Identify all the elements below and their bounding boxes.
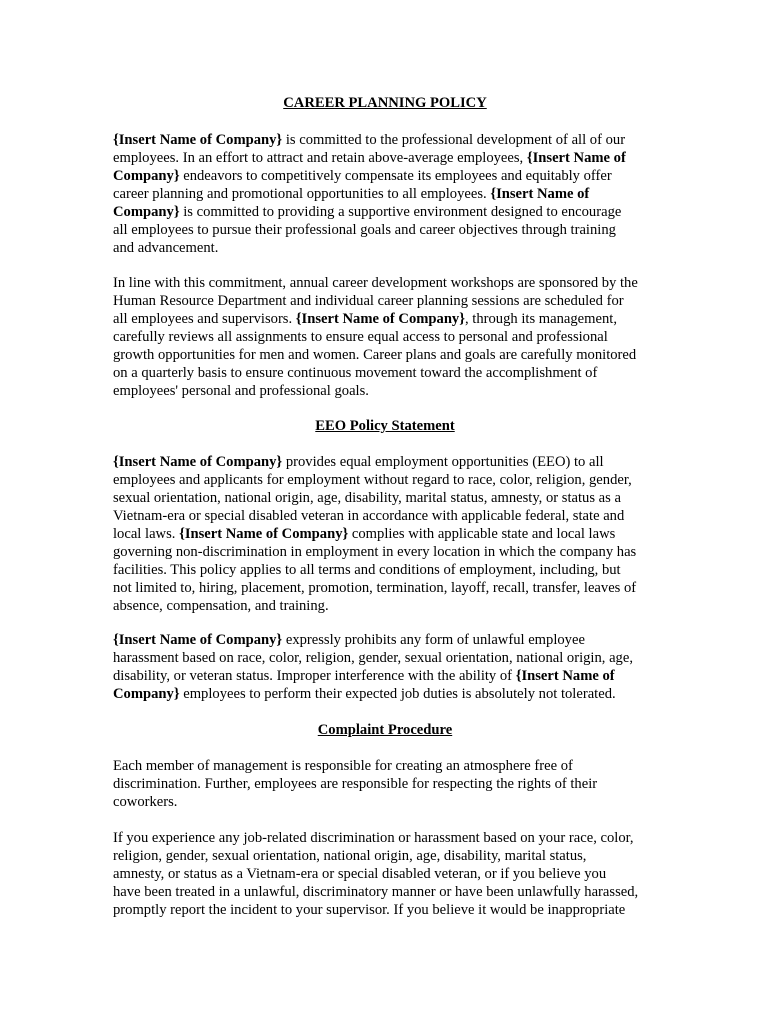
- text-line: [113, 757, 573, 775]
- text-run: religion, gender, sexual orientation, national origin, age, disability, marital status,: [113, 848, 587, 864]
- text-run: coworkers.: [113, 794, 178, 810]
- text-run: expressly prohibits any form of unlawful employee: [282, 632, 585, 648]
- company-name-placeholder: Company}: [113, 168, 180, 184]
- text-run: growth opportunities for men and women. Career plans and goals are carefully monitored: [113, 347, 637, 363]
- text-run: is committed to providing a supportive environment designed to encourage: [179, 204, 622, 220]
- text-line: [113, 543, 636, 561]
- text-run: Each member of management is responsible for creating an atmosphere free of: [113, 758, 573, 774]
- text-run: have been treated in a unlawful, discriminatory manner or have been unlawfully harassed,: [113, 884, 639, 900]
- text-run: all employees and supervisors.: [113, 311, 296, 327]
- text-line: [113, 525, 615, 543]
- text-line: [113, 364, 597, 382]
- text-run: discrimination. Further, employees are responsible for respecting the rights of their: [113, 776, 598, 792]
- text-line: [113, 274, 638, 292]
- text-line: [113, 292, 624, 310]
- text-line: [113, 631, 585, 649]
- company-name-placeholder: {Insert Name of Company}: [113, 132, 283, 148]
- text-run: amnesty, or status as a Vietnam-era or special disabled veteran, or if you believe you: [113, 866, 607, 882]
- text-run: all employees to pursue their professional goals and career objectives through training: [113, 222, 616, 238]
- text-run: sexual orientation, national origin, age, disability, marital status, amnesty, or status as a: [113, 490, 621, 506]
- text-line: [113, 453, 604, 471]
- text-run: employees' personal and professional goals.: [113, 383, 369, 399]
- text-run: If you experience any job-related discrimination or harassment based on your race, color,: [113, 830, 634, 846]
- text-run: employees to perform their expected job duties is absolutely not tolerated.: [179, 686, 616, 702]
- text-line: [113, 685, 616, 703]
- text-line: [113, 775, 597, 793]
- text-run: In line with this commitment, annual career development workshops are sponsored by the: [113, 275, 638, 291]
- text-run: Human Resource Department and individual career planning sessions are scheduled for: [113, 293, 624, 309]
- text-run: not limited to, hiring, placement, promotion, termination, layoff, recall, transfer, leaves of: [113, 580, 637, 596]
- text-line: [113, 471, 632, 489]
- text-run: provides equal employment opportunities (EEO) to all: [282, 454, 604, 470]
- text-line: [113, 649, 633, 667]
- text-run: absence, compensation, and training.: [113, 598, 329, 614]
- text-line: [113, 382, 369, 400]
- text-line: [113, 203, 621, 221]
- text-line: [113, 579, 636, 597]
- company-name-placeholder: {Insert Name of Company}: [113, 632, 283, 648]
- text-line: [113, 221, 616, 239]
- text-run: endeavors to competitively compensate its employees and equitably offer: [179, 168, 612, 184]
- section-heading-eeo: EEO Policy Statement: [315, 418, 455, 434]
- text-run: Vietnam-era or special disabled veteran in accordance with applicable federal, state and: [113, 508, 625, 524]
- section-heading-complaint: Complaint Procedure: [317, 722, 453, 738]
- text-line: [113, 901, 625, 919]
- text-line: [113, 239, 218, 257]
- text-run: disability, or veteran status. Improper interference with the ability of: [113, 668, 516, 684]
- text-line: [113, 489, 621, 507]
- company-name-placeholder: {Insert Name of: [490, 186, 590, 202]
- text-run: facilities. This policy applies to all terms and conditions of employment, including, but: [113, 562, 621, 578]
- text-run: promptly report the incident to your supervisor. If you believe it would be inappropriate: [113, 902, 626, 918]
- text-line: [113, 310, 617, 328]
- text-line: [113, 847, 586, 865]
- company-name-placeholder: {Insert Name of Company}: [295, 311, 465, 327]
- text-line: [113, 667, 615, 685]
- text-line: [113, 131, 625, 149]
- text-run: employees and applicants for employment without regard to race, color, religion, gender,: [113, 472, 632, 488]
- company-name-placeholder: Company}: [113, 686, 180, 702]
- text-run: employees. In an effort to attract and retain above-average employees,: [113, 150, 527, 166]
- text-run: harassment based on race, color, religion, gender, sexual orientation, national origin, age,: [113, 650, 633, 666]
- text-run: and advancement.: [113, 240, 219, 256]
- company-name-placeholder: {Insert Name of: [526, 150, 626, 166]
- company-name-placeholder: {Insert Name of Company}: [113, 454, 283, 470]
- page-title: CAREER PLANNING POLICY: [283, 95, 487, 111]
- text-run: local laws.: [113, 526, 180, 542]
- text-line: [113, 865, 606, 883]
- text-run: carefully reviews all assignments to ensure equal access to personal and professional: [113, 329, 608, 345]
- text-run: on a quarterly basis to ensure continuous movement toward the accomplishment of: [113, 365, 598, 381]
- text-line: [113, 328, 608, 346]
- text-line: [113, 883, 638, 901]
- company-name-placeholder: Company}: [113, 204, 180, 220]
- text-line: [113, 597, 329, 615]
- company-name-placeholder: {Insert Name of Company}: [179, 526, 349, 542]
- text-run: career planning and promotional opportunities to all employees.: [113, 186, 491, 202]
- text-line: [113, 507, 624, 525]
- text-line: [113, 829, 634, 847]
- text-line: [113, 167, 612, 185]
- text-line: [113, 149, 626, 167]
- text-run: governing non-discrimination in employment in every location in which the company has: [113, 544, 637, 560]
- company-name-placeholder: {Insert Name of: [515, 668, 615, 684]
- text-line: [113, 346, 636, 364]
- text-run: is committed to the professional development of all of our: [282, 132, 626, 148]
- text-run: , through its management,: [464, 311, 617, 327]
- text-run: complies with applicable state and local laws: [348, 526, 616, 542]
- text-line: [113, 185, 589, 203]
- text-line: [113, 793, 177, 811]
- text-line: [113, 561, 621, 579]
